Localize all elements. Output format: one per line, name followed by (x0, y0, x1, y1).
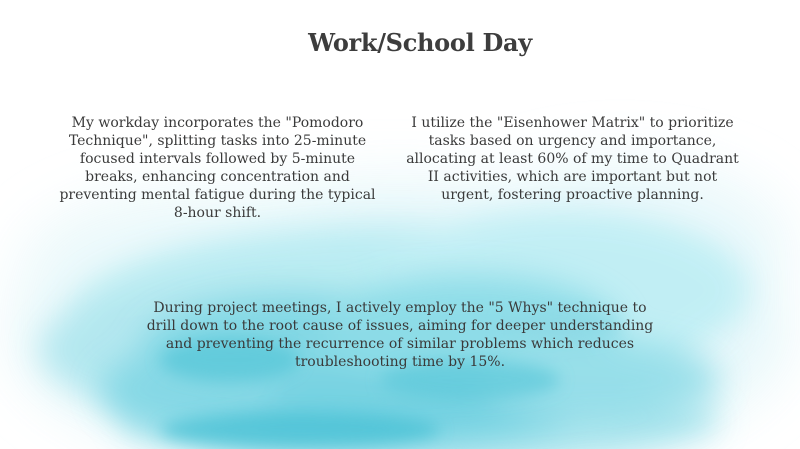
pomodoro-paragraph: My workday incorporates the "Pomodoro Technique", splitting tasks into 25-minute focused intervals followed by 5-minute breaks, enhancing concentration and preventing mental fatigue during the typical 8-hour shift. (59, 115, 376, 221)
eisenhower-paragraph: I utilize the "Eisenhower Matrix" to prioritize tasks based on urgency and importance, allocating at least 60% of my time to Quadrant II activities, which are important but not urgent, fostering proactive planning. (406, 115, 739, 203)
page-title: Work/School Day (308, 28, 532, 57)
five-whys-paragraph: During project meetings, I actively employ the "5 Whys" technique to drill down to the root cause of issues, aiming for deeper understanding and preventing the recurrence of similar problems which reduces troubleshooting time by 15%. (146, 300, 654, 370)
